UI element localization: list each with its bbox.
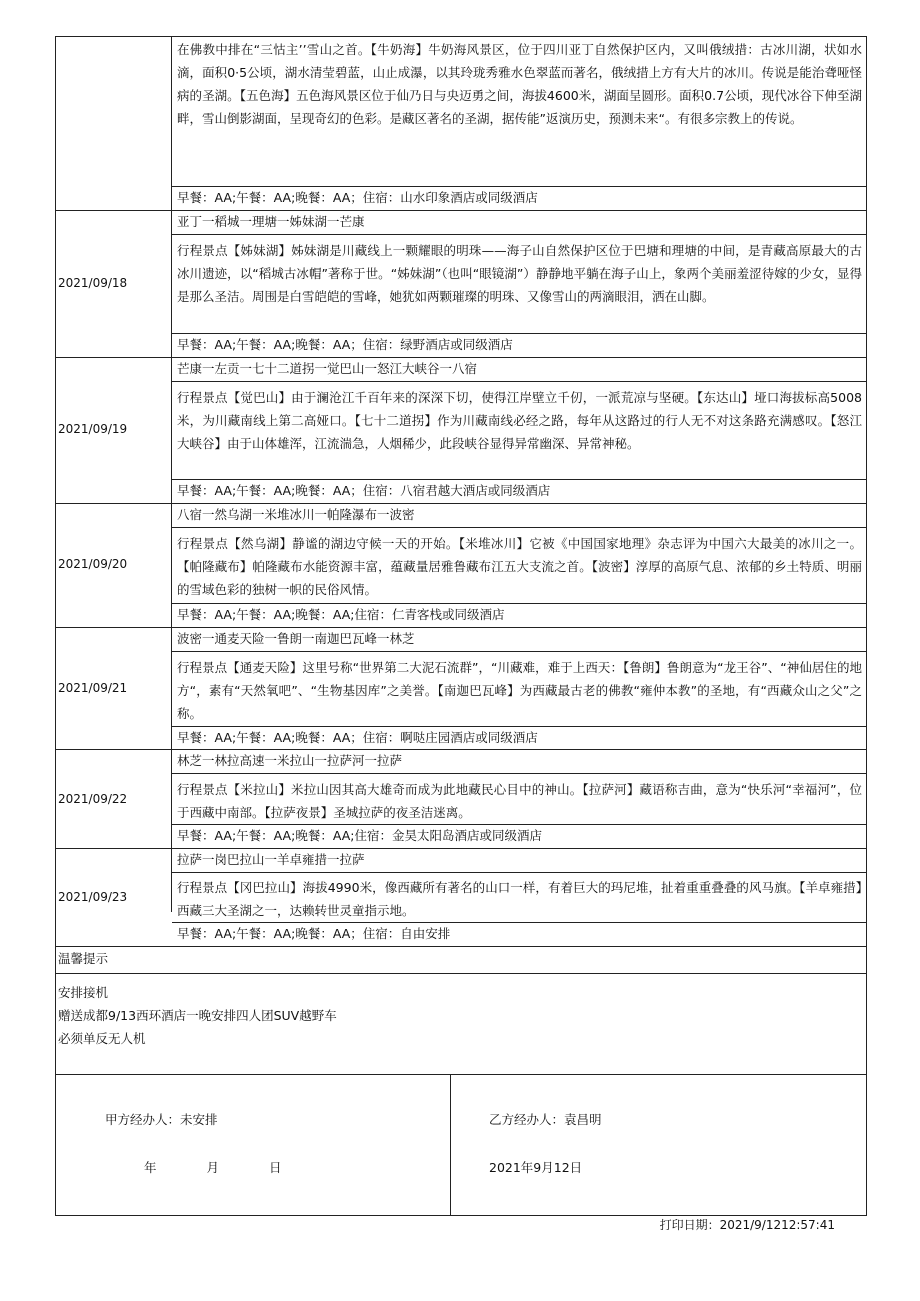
day-description: 行程景点【冈巴拉山】海拔4990米，像西藏所有著名的山口一样，有着巨大的玛尼堆，扯着重重叠叠的风马旗。【羊卓雍措】西藏三大圣湖之一，达赖转世灵童指示地。 (177, 880, 862, 918)
day-description: 行程景点【觉巴山】由于澜沧江千百年来的深深下切，使得江岸壁立千仞，一派荒凉与坚硬。【东达山】垭口海拔标高5008米，为川藏南线上第二高娅口。【七十二道拐】作为川藏南线必经之路，每年从这路过的行人无不对这条路充满感叹。【怒江大峡谷】由于山体雄浑，江流湍急，人烟稀少，此段峡谷显得异常幽深、异常神秘。 (177, 390, 862, 451)
day-meals: 早餐：AA;午餐：AA;晚餐：AA；住宿：自由安排 (177, 926, 451, 941)
party-a-date: 年 月 日 (144, 1160, 282, 1175)
tips-line: 必须单反无人机 (58, 1031, 146, 1046)
party-b-agent: 乙方经办人：袁昌明 (489, 1112, 602, 1127)
day-meals: 早餐：AA;午餐：AA;晚餐：AA；住宿：山水印象酒店或同级酒店 (177, 190, 538, 205)
tips-line: 安排接机 (58, 985, 109, 1000)
day-route: 八宿一然乌湖一米堆冰川一帕隆瀑布一波密 (177, 507, 415, 522)
day-route: 芒康一左贡一七十二道拐一觉巴山一怒江大峡谷一八宿 (177, 361, 478, 376)
day-date: 2021/09/19 (58, 422, 128, 436)
day-meals: 早餐：AA;午餐：AA;晚餐：AA;住宿：仁青客栈或同级酒店 (177, 607, 505, 622)
day-route: 波密一通麦天险一鲁朗一南迦巴瓦峰一林芝 (177, 631, 415, 646)
day-description: 行程景点【米拉山】米拉山因其高大雄奇而成为此地藏民心目中的神山。【拉萨河】藏语称吉曲，意为“快乐河“幸福河”，位于西藏中南部。【拉萨夜景】圣城拉萨的夜圣洁迷离。 (177, 782, 862, 820)
day-description: 在佛教中排在“三怙主’’雪山之首。【牛奶海】牛奶海风景区，位于四川亚丁自然保护区内，又叫俄绒措：古冰川湖，状如水滴，面积0·5公顷，湖水清莹碧蓝，山止成瀑，以其玲珑秀雅水色翠蓝而著名，俄绒措上方有大片的冰川。传说是能治聋哑怪病的圣湖。【五色海】五色海风景区位于仙乃日与央迈勇之间，海拔4600米，湖面呈圆形。面积0.7公顷，现代冰谷下伸至湖畔，雪山倒影湖面，呈现奇幻的色彩。是藏区著名的圣湖，据传能”返演历史，预测未来“。有很多宗教上的传说。 (177, 42, 862, 126)
day-date: 2021/09/21 (58, 681, 128, 695)
day-route: 林芝一林拉高速一米拉山一拉萨河一拉萨 (177, 753, 403, 768)
day-meals: 早餐：AA;午餐：AA;晚餐：AA;住宿：金昊太阳岛酒店或同级酒店 (177, 828, 542, 843)
day-description: 行程景点【通麦天险】这里号称“世界第二大泥石流群”，“川藏难，难于上西天：【鲁朗】鲁朗意为“龙王谷”、“神仙居住的地方“，素有“天然氧吧”、“生物基因库”之美誉。【南迦巴瓦峰】为西藏最古老的佛教“雍仲本教”的圣地，有“西藏众山之父”之称。 (177, 660, 862, 721)
tips-line: 赠送成都9/13西环酒店一晚安排四人团SUV越野车 (58, 1008, 337, 1023)
print-date: 打印日期：2021/9/1212:57:41 (659, 1218, 835, 1232)
day-description: 行程景点【然乌湖】静谧的湖边守候一天的开始。【米堆冰川】它被《中国国家地理》杂志评为中国六大最美的冰川之一。【帕隆藏布】帕隆藏布水能资源丰富，蕴藏量居雅鲁藏布江五大支流之首。【波密】淳厚的高原气息、浓郁的乡土特质、明丽的雪域色彩的独树一帜的民俗风情。 (177, 536, 862, 597)
day-date: 2021/09/23 (58, 890, 128, 904)
day-route: 亚丁一稻城一理塘一姊妹湖一芒康 (177, 214, 365, 229)
day-date: 2021/09/22 (58, 792, 128, 806)
day-meals: 早餐：AA;午餐：AA;晚餐：AA；住宿：啊哒庄园酒店或同级酒店 (177, 730, 538, 745)
day-meals: 早餐：AA;午餐：AA;晚餐：AA；住宿：绿野酒店或同级酒店 (177, 337, 513, 352)
day-route: 拉萨一岗巴拉山一羊卓雍措一拉萨 (177, 852, 365, 867)
day-description: 行程景点【姊妹湖】姊妹湖是川藏线上一颗耀眼的明珠——海子山自然保护区位于巴塘和理塘的中间，是青藏高原最大的古冰川遗迹，以“稻城古冰帽”著称于世。“姊妹湖”（也叫“眼镜湖”）静静地平躺在海子山上，象两个美丽羞涩待嫁的少女，显得是那么圣洁。周围是白雪皑皑的雪峰，她犹如两颗璀璨的明珠、又像雪山的两滴眼泪，洒在山脚。 (177, 243, 862, 304)
tips-title: 温馨提示 (58, 951, 109, 966)
party-b-date: 2021年9月12日 (489, 1160, 583, 1175)
party-a-agent: 甲方经办人：未安排 (105, 1112, 218, 1127)
day-meals: 早餐：AA;午餐：AA;晚餐：AA；住宿：八宿君越大酒店或同级酒店 (177, 483, 551, 498)
day-date: 2021/09/20 (58, 557, 128, 571)
day-date: 2021/09/18 (58, 276, 128, 290)
